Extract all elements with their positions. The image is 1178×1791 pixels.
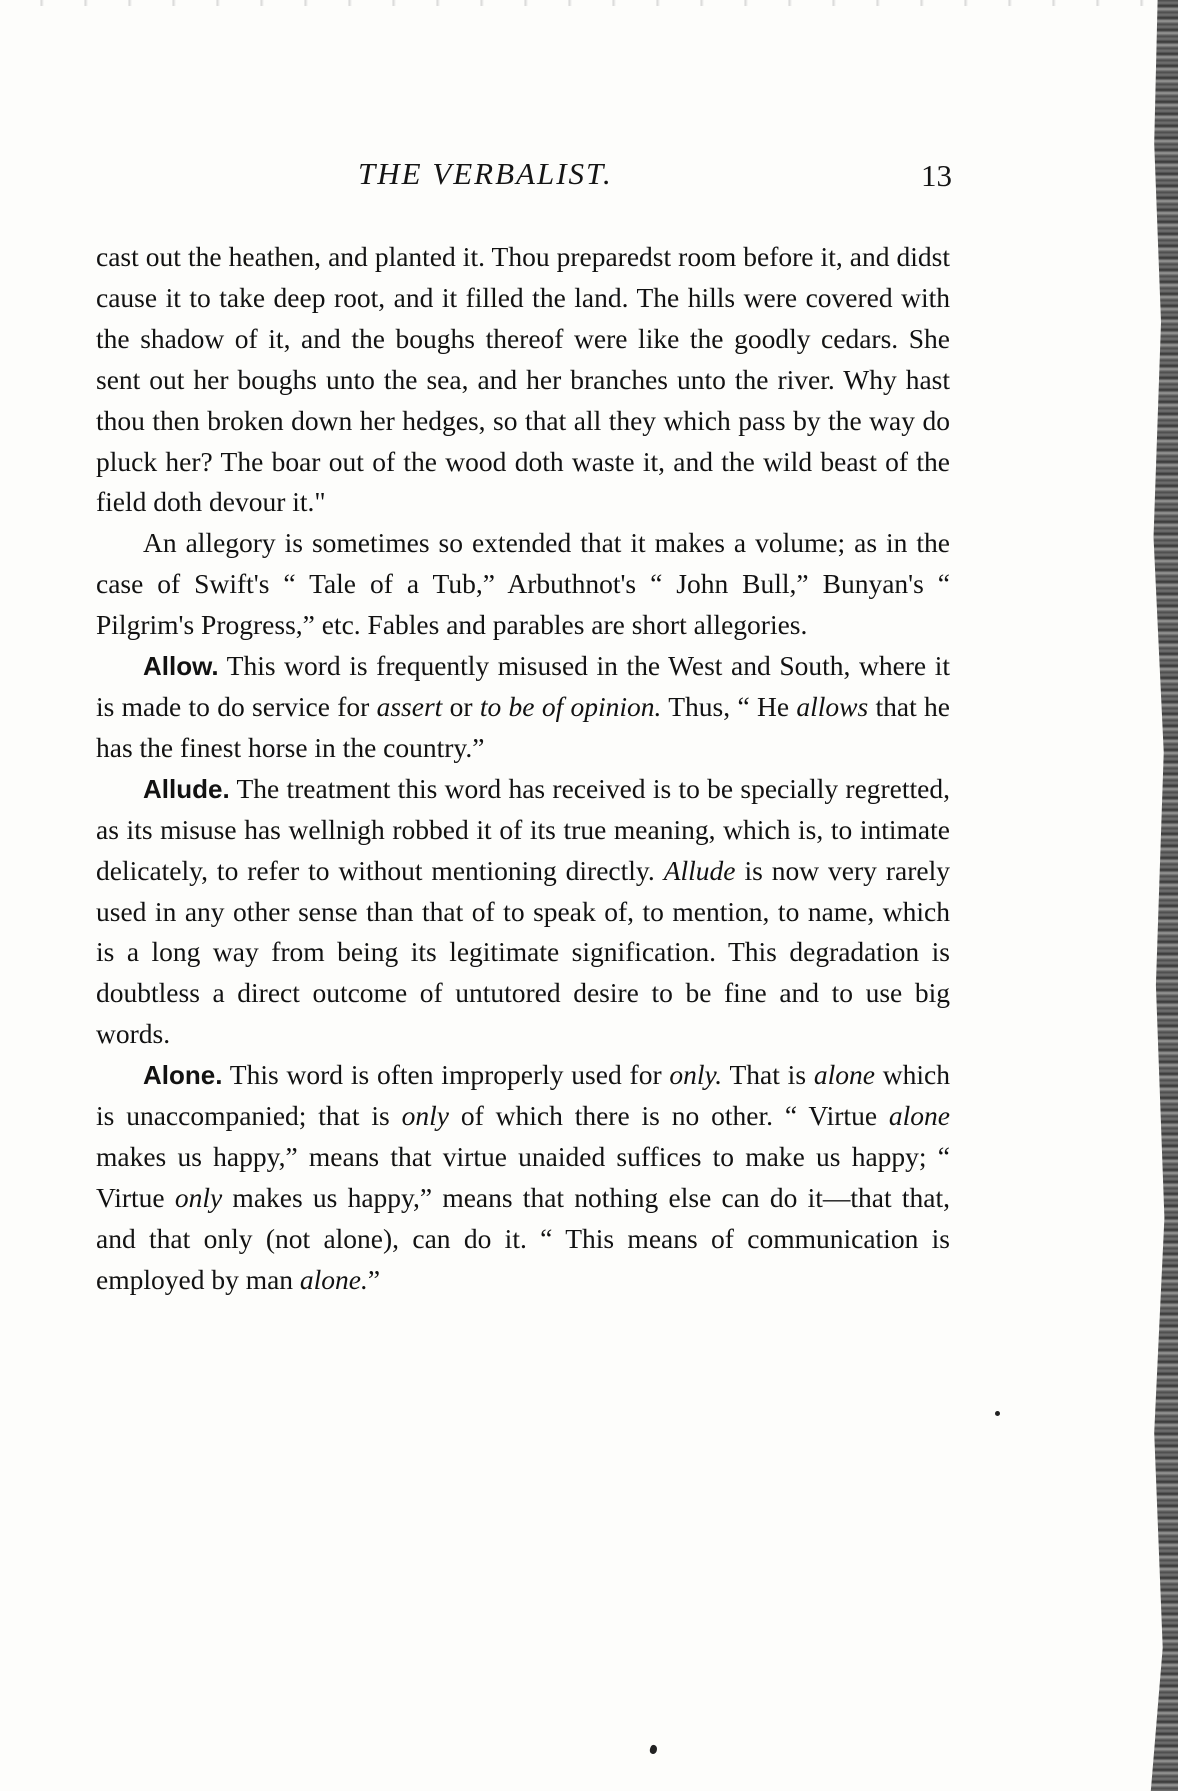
entry-term: Alone.: [143, 1060, 223, 1091]
scan-right-edge: [1144, 0, 1178, 1791]
entry-allude: [96, 769, 950, 1055]
entry-alone: [96, 1055, 950, 1300]
entry-text: that he has the finest horse in the country.”: [96, 690, 950, 763]
margin-speck: [995, 1411, 1000, 1416]
entry-text: is now very rarely used in any other sense than that of to speak of, to mention, to name, which is a long way from being its legitimate signification. This degradation is doubtless a direct outcome of untutored desire to be fine and to use big words.: [96, 854, 950, 1050]
entry-allow: [96, 646, 950, 769]
scan-top-edge: [0, 0, 1178, 6]
entry-text: Thus, “ He: [661, 690, 797, 722]
entry-italic: Allude: [663, 854, 736, 886]
entry-italic: alone: [813, 1059, 875, 1091]
entry-text: or: [442, 690, 480, 722]
paragraph-psalm-quote: cast out the heathen, and planted it. Thou preparedst room before it, and didst cause it to take deep root, and it filled the land. The hills were covered with the shadow of it, and the boughs thereof were like the goodly cedars. She sent out her boughs unto the sea, and her branches unto the river. Why hast thou then broken down her hedges, so that all they which pass by the way do pluck her? The boar out of the wood doth waste it, and the wild beast of the field doth devour it.": [96, 241, 950, 518]
entry-text: makes us happy,” means that nothing else can do it—that that, and that only (not alone), can do it. “ This means of communication is employed by man: [96, 1181, 950, 1295]
entry-italic: alone: [888, 1100, 950, 1132]
entry-text: This word is often improperly used for: [222, 1059, 670, 1091]
entry-term: Allude.: [143, 773, 230, 804]
entry-italic: assert: [376, 690, 443, 722]
entry-text: which is unaccompanied; that is: [96, 1059, 950, 1132]
entry-italic: only: [174, 1181, 223, 1213]
ink-mark: [649, 1744, 659, 1755]
paragraph-allegory: An allegory is sometimes so extended that it makes a volume; as in the case of Swift's “ Tale of a Tub,” Arbuthnot's “ John Bull,” Bunyan's “ Pilgrim's Progress,” etc. Fables and parables are short allegories.: [96, 527, 950, 641]
body-text: [96, 237, 950, 1301]
page-number: 13: [921, 158, 952, 193]
entry-text: This word is frequently misused in the West and South, where it is made to do service for: [96, 650, 950, 722]
running-title: THE VERBALIST.: [358, 156, 613, 191]
entry-italic: only: [401, 1100, 449, 1132]
entry-italic: alone.: [299, 1263, 368, 1295]
entry-italic: allows: [796, 690, 869, 722]
entry-text: The treatment this word has received is to be specially regretted, as its misuse has wellnigh robbed it of its true meaning, which is, to intimate delicately, to refer to without mentioning directly.: [96, 772, 950, 886]
page-header: [98, 156, 958, 206]
entry-text: of which there is no other. “ Virtue: [448, 1100, 889, 1132]
entry-text: ”: [367, 1263, 381, 1295]
entry-term: Allow.: [143, 651, 219, 682]
entry-italic: only.: [669, 1059, 723, 1091]
entry-text: makes us happy,” means that virtue unaided suffices to make us happy; “ Virtue: [96, 1140, 950, 1213]
entry-text: That is: [722, 1059, 814, 1091]
entry-italic: to be of opinion.: [479, 690, 662, 722]
